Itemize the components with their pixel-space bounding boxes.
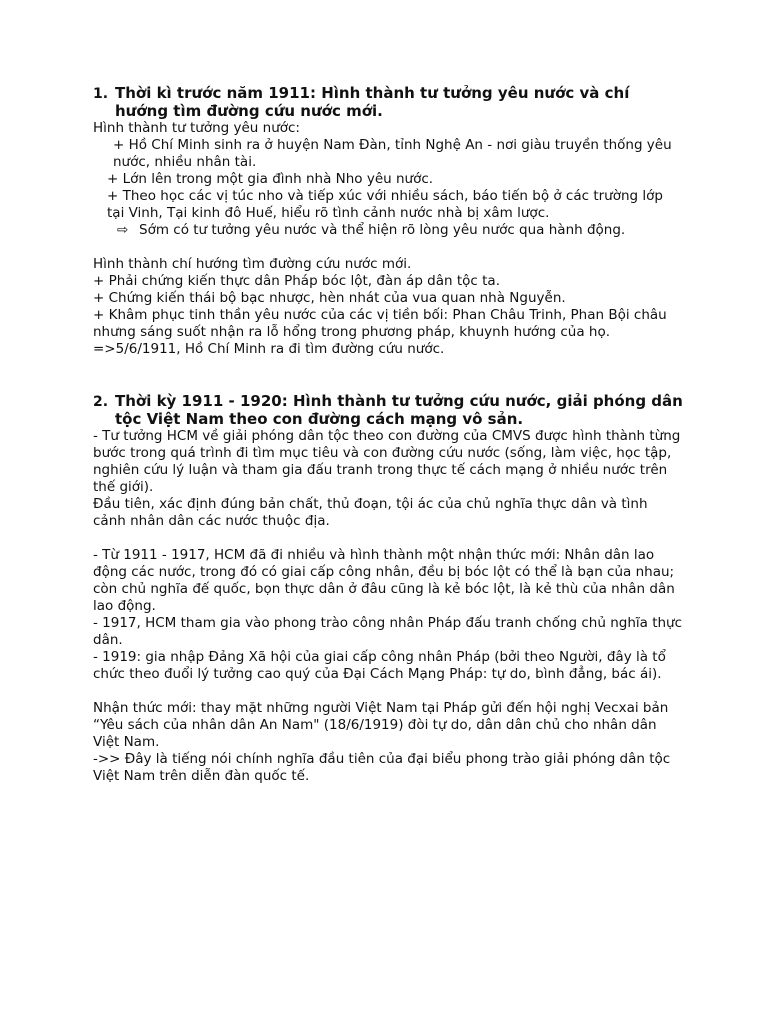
section-2-paragraph-4: - 1917, HCM tham gia vào phong trào công nhân Pháp đấu tranh chống chủ nghĩa thực dân. [93, 615, 683, 648]
section-1-item-family: + Lớn lên trong một gia đình nhà Nho yêu nước. [107, 171, 434, 187]
spacer [93, 239, 683, 256]
section-1-sub2-item-2: + Chứng kiến thái bộ bạc nhược, hèn nhát của vua quan nhà Nguyễn. [93, 290, 566, 306]
section-2-paragraph-1: - Tư tưởng HCM về giải phóng dân tộc theo con đường của CMVS được hình thành từng bước trong quá trình đi tìm mục tiêu và con đường cứu nước (sống, làm việc, học tập, nghiên cứu lý luận và tham gia đấu tranh trong thực tế cách mạng ở nhiều nước trên thế giới). [93, 428, 681, 495]
section-1-title: Thời kì trước năm 1911: Hình thành tư tưởng yêu nước và chí hướng tìm đường cứu nước mới. [115, 84, 630, 120]
section-1-sub2-item-1: + Phải chứng kiến thực dân Pháp bóc lột, đàn áp dân tộc ta. [93, 273, 500, 289]
arrow-right-icon: ⇨ [117, 222, 129, 238]
section-1-item-education: + Theo học các vị túc nho và tiếp xúc với nhiều sách, báo tiến bộ ở các trường lớp tại Vinh, Tại kinh đô Huế, hiểu rõ tình cảnh nước nhà bị xâm lược. [107, 188, 663, 221]
section-1-subheading-direction: Hình thành chí hướng tìm đường cứu nước mới. [93, 256, 412, 272]
section-2-paragraph-6: Nhận thức mới: thay mặt những người Việt Nam tại Pháp gửi đến hội nghị Vecxai bản “Yêu sách của nhân dân An Nam" (18/6/1919) đòi tự do, dân dân chủ cho nhân dân Việt Nam. [93, 700, 669, 750]
section-1-heading [93, 84, 683, 120]
section-2-paragraph-7: ->> Đây là tiếng nói chính nghĩa đầu tiên của đại biểu phong trào giải phóng dân tộc Việt Nam trên diễn đàn quốc tế. [93, 751, 671, 784]
spacer [93, 530, 683, 547]
section-1-item-birthplace: + Hồ Chí Minh sinh ra ở huyện Nam Đàn, tỉnh Nghệ An - nơi giàu truyền thống yêu nước, nhiều nhân tài. [113, 137, 672, 170]
section-1-result: =>5/6/1911, Hồ Chí Minh ra đi tìm đường cứu nước. [93, 341, 445, 357]
section-1-subheading-patriotism: Hình thành tư tưởng yêu nước: [93, 120, 300, 136]
section-1-number-text: 1. [93, 86, 109, 102]
spacer [93, 683, 683, 700]
spacer [93, 358, 683, 392]
section-2-paragraph-2: Đầu tiên, xác định đúng bản chất, thủ đoạn, tội ác của chủ nghĩa thực dân và tình cảnh nhân dân các nước thuộc địa. [93, 496, 648, 529]
section-1-conclusion-text: Sớm có tư tưởng yêu nước và thể hiện rõ lòng yêu nước qua hành động. [139, 222, 626, 238]
document-page [93, 84, 683, 785]
section-2-paragraph-5: - 1919: gia nhập Đảng Xã hội của giai cấp công nhân Pháp (bởi theo Người, đây là tổ chức theo đuổi lý tưởng cao quý của Đại Cách Mạng Pháp: tự do, bình đẳng, bác ái). [93, 649, 666, 682]
section-1-conclusion [93, 222, 683, 239]
section-2-number-text: 2. [93, 394, 109, 410]
section-2-paragraph-3: - Từ 1911 - 1917, HCM đã đi nhiều và hình thành một nhận thức mới: Nhân dân lao động các nước, trong đó có giai cấp công nhân, đều bị bóc lột có thể là bạn của nhau; còn chủ nghĩa đế quốc, bọn thực dân ở đâu cũng là kẻ bóc lột, là kẻ thù của nhân dân lao động. [93, 547, 675, 614]
section-2-title: Thời kỳ 1911 - 1920: Hình thành tư tưởng cứu nước, giải phóng dân tộc Việt Nam theo con đường cách mạng vô sản. [115, 392, 683, 428]
section-2-heading [93, 392, 683, 428]
section-1-sub2-item-3: + Khâm phục tinh thần yêu nước của các vị tiền bối: Phan Châu Trinh, Phan Bội châu nhưng sáng suốt nhận ra lỗ hổng trong phương pháp, khuynh hướng của họ. [93, 307, 667, 340]
section-1-number [93, 84, 115, 120]
